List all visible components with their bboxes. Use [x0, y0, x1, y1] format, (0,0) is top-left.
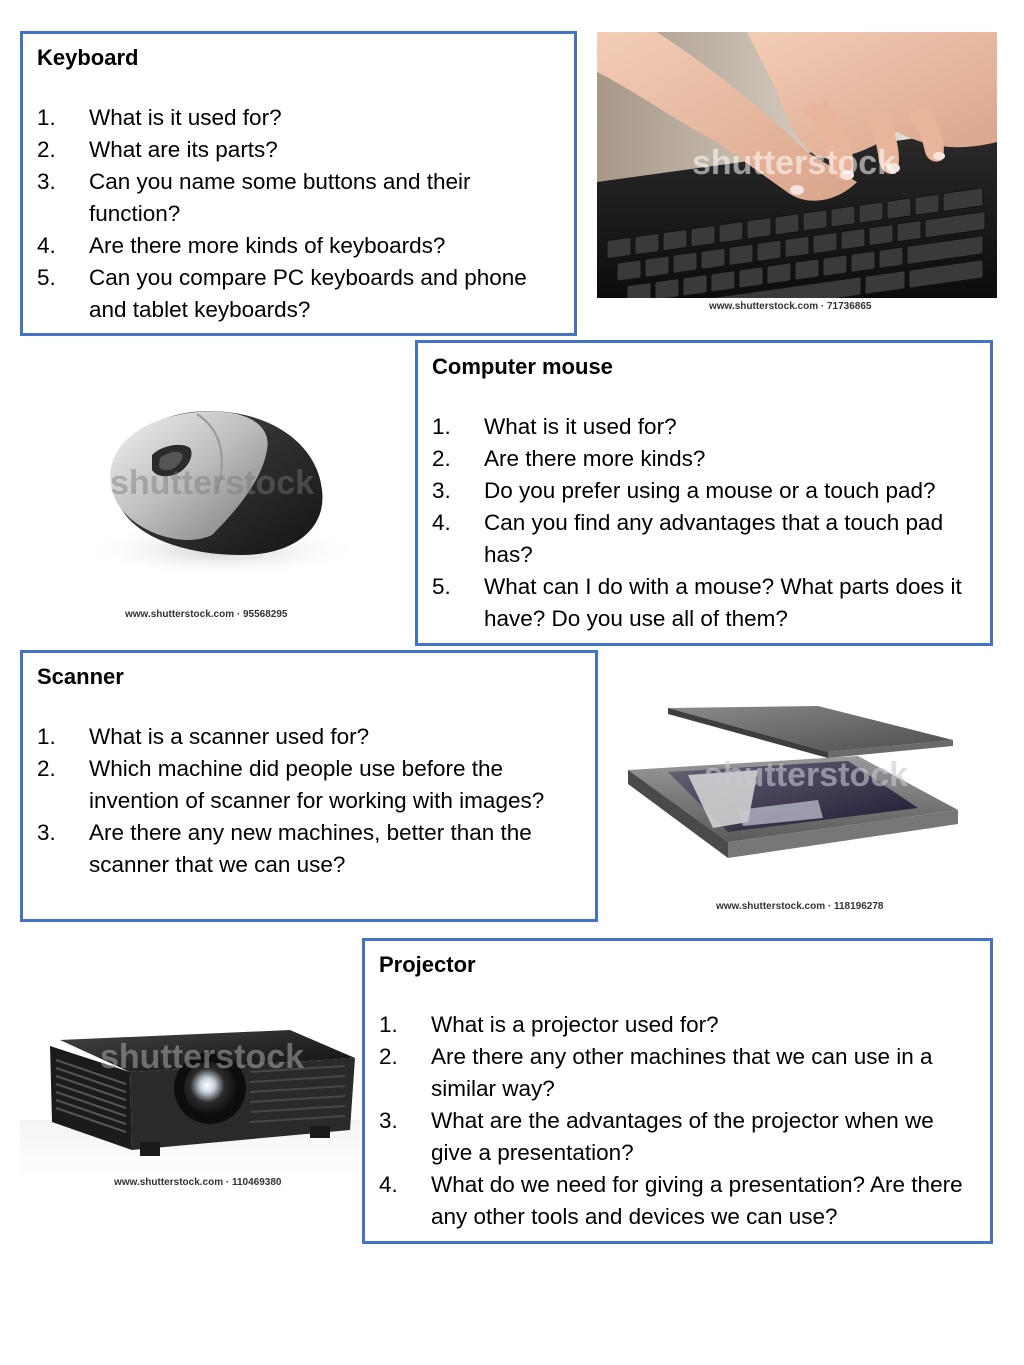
projector-question-list	[379, 1009, 978, 1233]
list-item: 2. What are its parts?	[37, 137, 278, 162]
mouse-question-list	[432, 411, 978, 635]
photo-credit: www.shutterstock.com · 110469380	[114, 1177, 282, 1188]
photo-credit: www.shutterstock.com · 118196278	[716, 901, 884, 912]
list-item: 4. Are there more kinds of keyboards?	[37, 233, 446, 258]
scanner-photo	[618, 660, 998, 920]
list-item: 4. What do we need for giving a presentation? Are there any other tools and devices we can use?	[379, 1172, 963, 1229]
list-item: 1. What is it used for?	[432, 414, 677, 439]
projector-title: Projector	[379, 952, 476, 977]
list-item: 3. What are the advantages of the projector when we give a presentation?	[379, 1108, 934, 1165]
list-item: 1. What is it used for?	[37, 105, 282, 130]
keyboard-title: Keyboard	[37, 45, 139, 70]
list-item: 3. Are there any new machines, better than the scanner that we can use?	[37, 820, 532, 877]
mouse-photo	[22, 350, 402, 630]
projector-card	[362, 938, 993, 1244]
watermark: shutterstock	[110, 464, 315, 502]
list-item: 5. Can you compare PC keyboards and phone and tablet keyboards?	[37, 265, 527, 322]
mouse-card	[415, 340, 993, 646]
list-item: 3. Can you name some buttons and their function?	[37, 169, 471, 226]
list-item: 1. What is a projector used for?	[379, 1012, 719, 1037]
mouse-title: Computer mouse	[432, 354, 613, 379]
watermark: shutterstock	[100, 1038, 305, 1076]
list-item: 2. Are there any other machines that we can use in a similar way?	[379, 1044, 933, 1101]
list-item: 2. Are there more kinds?	[432, 446, 706, 471]
keyboard-card	[20, 31, 577, 336]
photo-credit: www.shutterstock.com · 95568295	[125, 609, 288, 620]
list-item: 2. Which machine did people use before the invention of scanner for working with images?	[37, 756, 545, 813]
list-item: 1. What is a scanner used for?	[37, 724, 370, 749]
list-item: 5. What can I do with a mouse? What parts does it have? Do you use all of them?	[432, 574, 962, 631]
list-item: 4. Can you find any advantages that a touch pad has?	[432, 510, 944, 567]
scanner-title: Scanner	[37, 664, 124, 689]
keyboard-question-list	[37, 102, 562, 326]
watermark: shutterstock	[704, 756, 909, 794]
list-item: 3. Do you prefer using a mouse or a touch pad?	[432, 478, 936, 503]
photo-credit: www.shutterstock.com · 71736865	[709, 301, 872, 312]
keyboard-photo	[597, 32, 997, 322]
scanner-card	[20, 650, 598, 922]
watermark: shutterstock	[692, 144, 897, 182]
projector-photo	[20, 1010, 360, 1195]
projector-illustration	[20, 1010, 360, 1180]
scanner-question-list	[37, 721, 583, 881]
